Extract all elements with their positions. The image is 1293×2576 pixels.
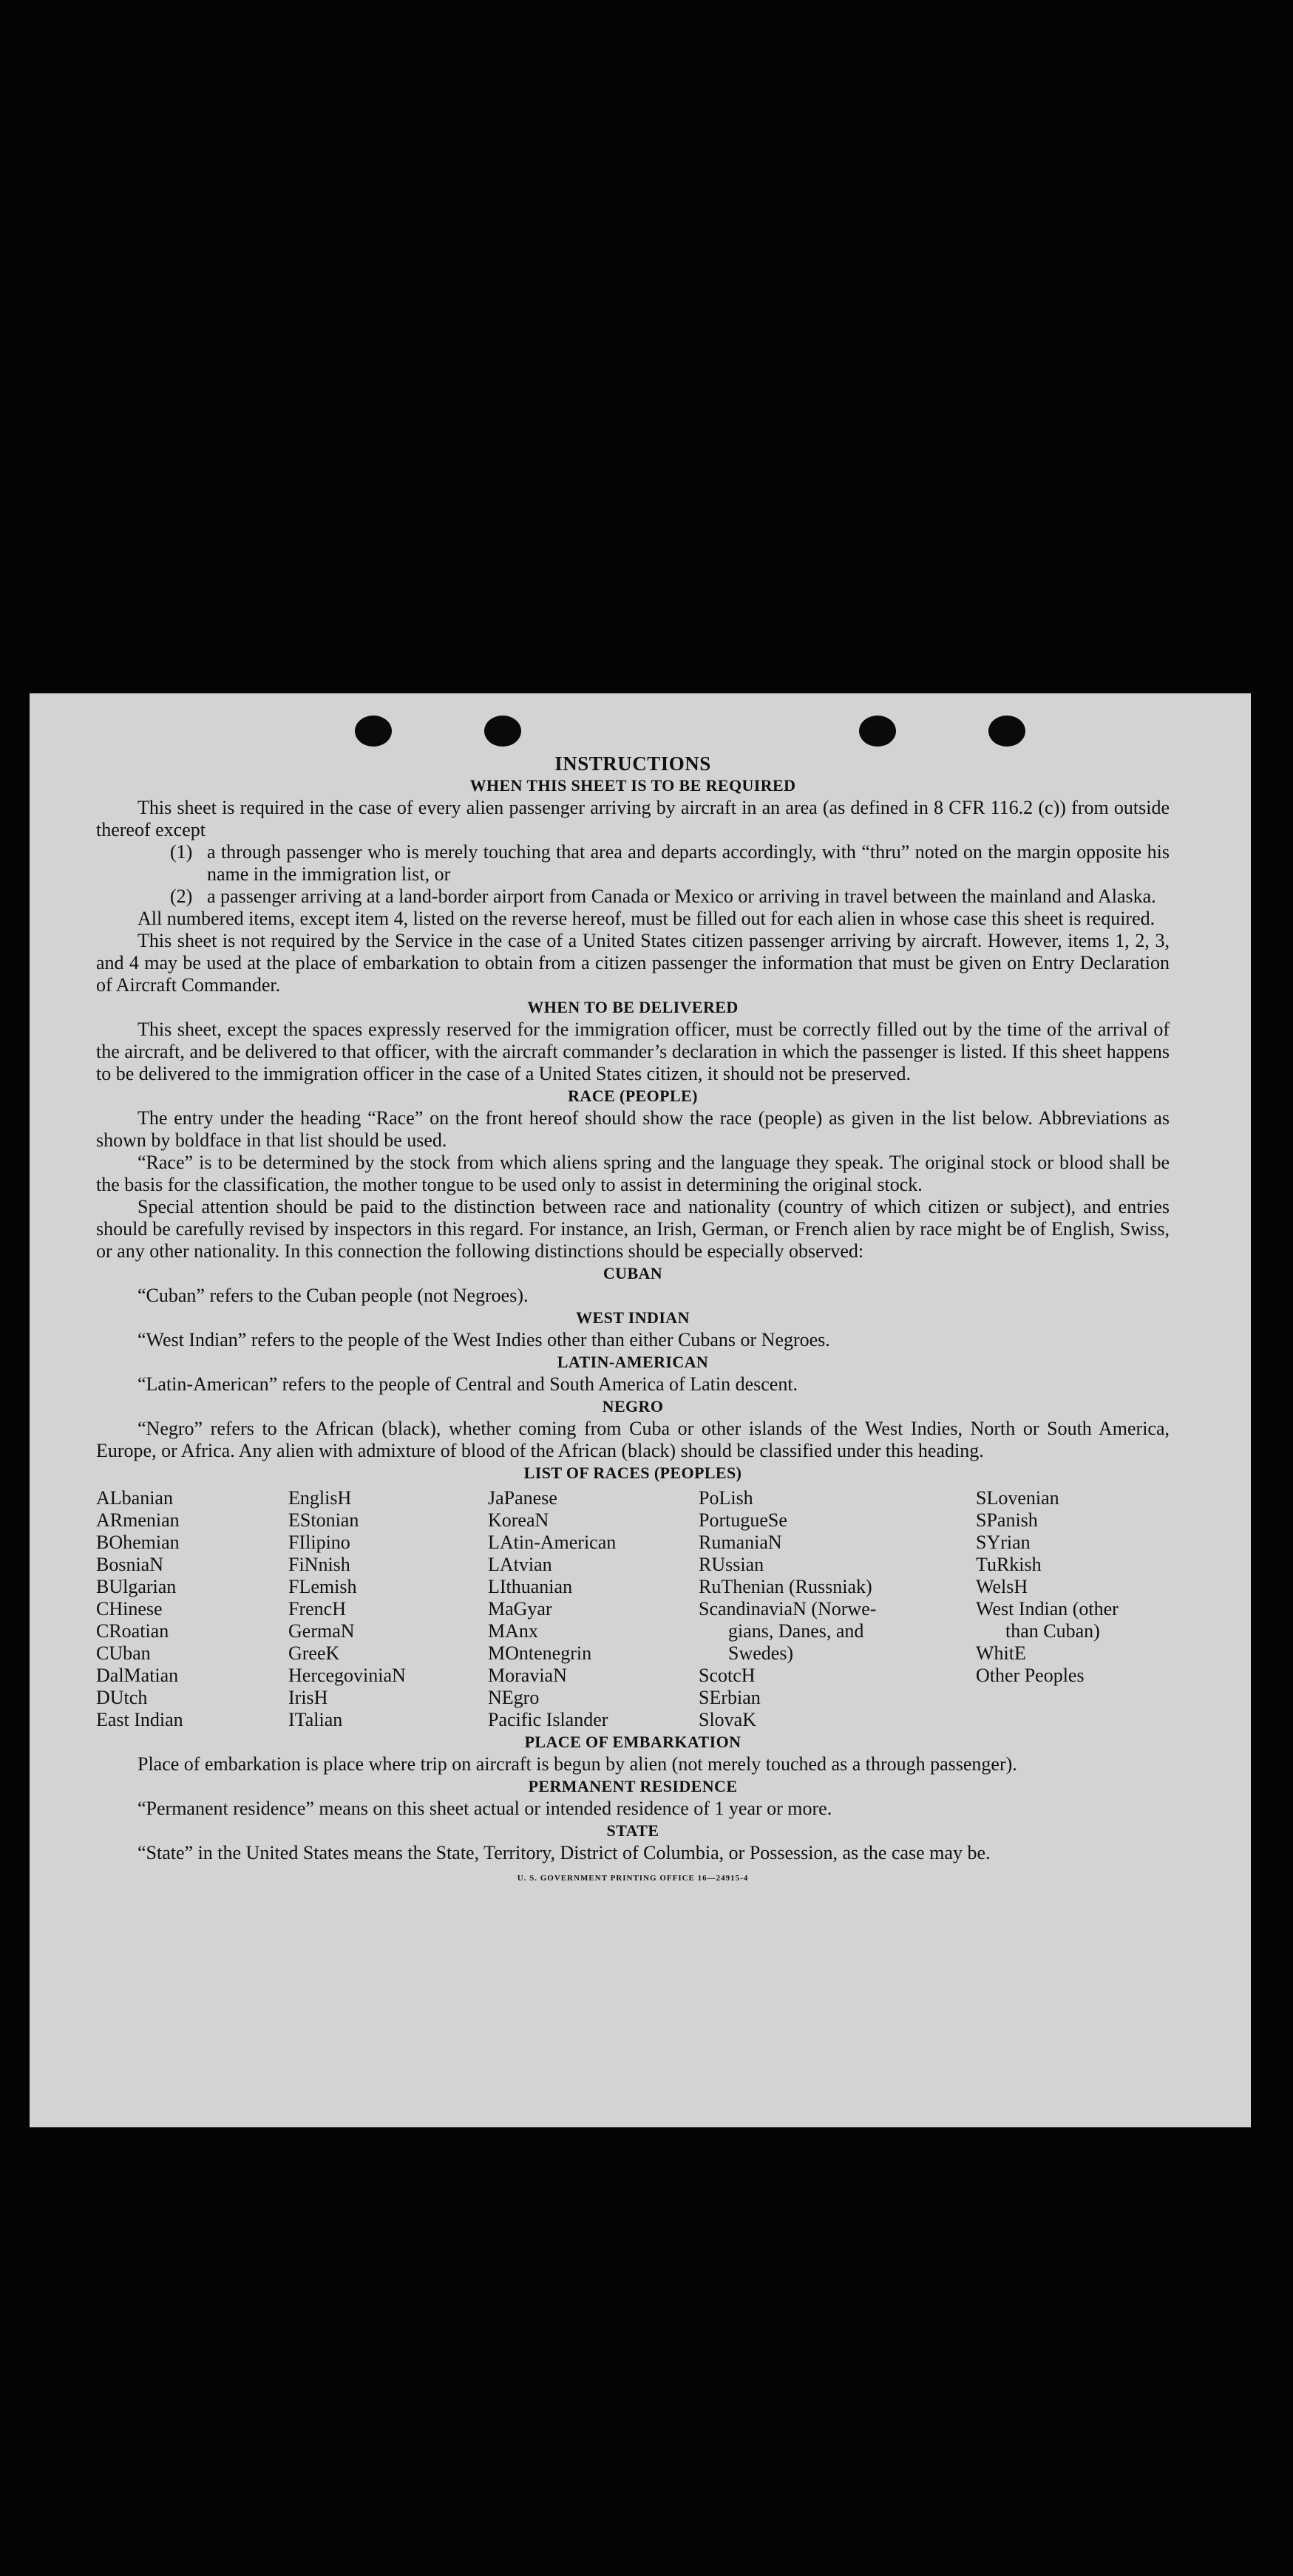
section-heading-when-delivered: WHEN TO BE DELIVERED: [527, 998, 739, 1016]
race-entry: MAnx: [488, 1620, 538, 1642]
races-column: [488, 1487, 699, 1731]
race-entry: ScotcH: [699, 1665, 756, 1686]
race-entry: Pacific Islander: [488, 1709, 608, 1730]
binder-hole: [484, 716, 521, 747]
races-column: [699, 1487, 976, 1731]
paragraph-cuban: “Cuban” refers to the Cuban people (not Negroes).: [138, 1285, 529, 1306]
paragraph-numbered-items: All numbered items, except item 4, listed on the reverse hereof, must be filled out for each alien in whose case this sheet is required.: [138, 908, 1155, 929]
race-entry: ARmenian: [96, 1509, 180, 1531]
page-title: INSTRUCTIONS: [554, 752, 711, 775]
race-entry: FrencH: [288, 1598, 346, 1620]
paragraph-state: “State” in the United States means the State, Territory, District of Columbia, or Possession, as the case may be.: [138, 1842, 991, 1863]
race-entry: SLovenian: [976, 1487, 1059, 1509]
binder-hole: [988, 716, 1025, 747]
race-entry: MoraviaN: [488, 1665, 567, 1686]
race-entry: DUtch: [96, 1687, 148, 1708]
race-entry: EnglisH: [288, 1487, 352, 1509]
race-entry: TuRkish: [976, 1554, 1042, 1575]
race-entry: Swedes): [728, 1642, 794, 1664]
race-entry: IrisH: [288, 1687, 328, 1708]
race-entry: LAtin-American: [488, 1532, 617, 1553]
race-entry: NEgro: [488, 1687, 540, 1708]
races-column: [976, 1487, 1168, 1731]
paragraph-west-indian: “West Indian” refers to the people of the West Indies other than either Cubans or Negroes.: [138, 1329, 830, 1350]
section-heading-embarkation: PLACE OF EMBARKATION: [524, 1733, 741, 1751]
race-entry: ALbanian: [96, 1487, 173, 1509]
paragraph-race-entry: The entry under the heading “Race” on the front hereof should show the race (people) as given in the list below. Abbreviations as shown by boldface in that list should be used.: [96, 1107, 1170, 1151]
race-entry: GreeK: [288, 1642, 340, 1664]
race-entry: FLemish: [288, 1576, 357, 1597]
binder-hole: [859, 716, 896, 747]
paragraph-embarkation: Place of embarkation is place where trip on aircraft is begun by alien (not merely touched as a through passenger).: [138, 1753, 1017, 1775]
races-column: [96, 1487, 288, 1731]
races-list: [96, 1487, 1170, 1731]
race-entry: SPanish: [976, 1509, 1038, 1531]
item-number: (1): [170, 841, 193, 863]
race-entry: JaPanese: [488, 1487, 557, 1509]
race-entry: gians, Danes, and: [728, 1620, 864, 1642]
binder-hole: [355, 716, 392, 747]
section-heading-negro: NEGRO: [602, 1397, 664, 1416]
race-entry: CHinese: [96, 1598, 163, 1620]
list-item: [96, 841, 1170, 886]
race-entry: RumaniaN: [699, 1532, 782, 1553]
race-entry: HercegoviniaN: [288, 1665, 406, 1686]
race-entry: ScandinaviaN (Norwe-: [699, 1598, 877, 1620]
race-entry: CRoatian: [96, 1620, 169, 1642]
race-entry: RUssian: [699, 1554, 764, 1575]
race-entry: PoLish: [699, 1487, 753, 1509]
race-entry: SlovaK: [699, 1709, 756, 1730]
race-entry: ITalian: [288, 1709, 343, 1730]
paragraph-delivery: This sheet, except the spaces expressly reserved for the immigration officer, must be correctly filled out by the time of the arrival of the aircraft, and be delivered to that officer, with the aircraft commander’s declaration in which the passenger is listed. If this sheet happens to be delivered to the immigration officer in the case of a United States citizen, it should not be preserved.: [96, 1019, 1170, 1084]
races-column: [288, 1487, 488, 1731]
race-entry: BOhemian: [96, 1532, 180, 1553]
paragraph-intro: This sheet is required in the case of every alien passenger arriving by aircraft in an area (as defined in 8 CFR 116.2 (c)) from outside thereof except: [96, 797, 1170, 840]
race-entry: FIlipino: [288, 1532, 350, 1553]
paragraph-race-distinction: Special attention should be paid to the distinction between race and nationality (country of which citizen or subject), and entries should be carefully revised by inspectors in this regard. For instance, an Irish, German, or French alien by race might be of English, Swiss, or any other nationality. In this connection the following distinctions should be especially observed:: [96, 1196, 1170, 1262]
item-number: (2): [170, 886, 193, 907]
item-text: a passenger arriving at a land-border airport from Canada or Mexico or arriving in travel between the mainland and Alaska.: [207, 886, 1156, 907]
race-entry: East Indian: [96, 1709, 183, 1730]
race-entry: LIthuanian: [488, 1576, 573, 1597]
race-entry: WhitE: [976, 1642, 1026, 1664]
race-entry: BosniaN: [96, 1554, 163, 1575]
section-heading-races-list: LIST OF RACES (PEOPLES): [523, 1464, 742, 1482]
printer-line: U. S. GOVERNMENT PRINTING OFFICE 16—24915-4: [517, 1874, 749, 1883]
race-entry: LAtvian: [488, 1554, 552, 1575]
paragraph-residence: “Permanent residence” means on this sheet actual or intended residence of 1 year or more.: [138, 1798, 832, 1819]
paragraph-citizen: This sheet is not required by the Service in the case of a United States citizen passenger arriving by aircraft. However, items 1, 2, 3, and 4 may be used at the place of embarkation to obtain from a citizen passenger the information that must be given on Entry Declaration of Aircraft Commander.: [96, 930, 1170, 996]
race-entry: PortugueSe: [699, 1509, 787, 1531]
race-entry: West Indian (other: [976, 1598, 1119, 1620]
race-entry: KoreaN: [488, 1509, 549, 1531]
race-entry: SYrian: [976, 1532, 1031, 1553]
section-heading-residence: PERMANENT RESIDENCE: [528, 1777, 738, 1795]
race-entry: than Cuban): [1005, 1620, 1100, 1642]
section-heading-state: STATE: [606, 1821, 659, 1840]
race-entry: GermaN: [288, 1620, 355, 1642]
race-entry: CUban: [96, 1642, 151, 1664]
race-entry: MaGyar: [488, 1598, 552, 1620]
section-heading-when-required: WHEN THIS SHEET IS TO BE REQUIRED: [469, 776, 796, 795]
paragraph-latin-american: “Latin-American” refers to the people of Central and South America of Latin descent.: [138, 1373, 798, 1395]
race-entry: WelsH: [976, 1576, 1028, 1597]
race-entry: Other Peoples: [976, 1665, 1085, 1686]
race-entry: MOntenegrin: [488, 1642, 592, 1664]
race-entry: EStonian: [288, 1509, 359, 1531]
race-entry: DalMatian: [96, 1665, 179, 1686]
section-heading-cuban: CUBAN: [603, 1264, 663, 1282]
section-heading-latin-american: LATIN-AMERICAN: [557, 1353, 709, 1371]
paragraph-negro: “Negro” refers to the African (black), whether coming from Cuba or other islands of the West Indies, North or South America, Europe, or Africa. Any alien with admixture of blood of the African (black) should be classified under this heading.: [96, 1418, 1170, 1461]
section-heading-west-indian: WEST INDIAN: [576, 1308, 690, 1327]
item-text: a through passenger who is merely touching that area and departs accordingly, with “thru” noted on the margin opposite his name in the immigration list, or: [207, 841, 1170, 885]
race-entry: BUlgarian: [96, 1576, 177, 1597]
race-entry: FiNnish: [288, 1554, 350, 1575]
race-entry: SErbian: [699, 1687, 761, 1708]
race-entry: RuThenian (Russniak): [699, 1576, 872, 1597]
instruction-sheet: [30, 693, 1251, 2127]
paragraph-race-stock: “Race” is to be determined by the stock from which aliens spring and the language they speak. The original stock or blood shall be the basis for the classification, the mother tongue to be used only to assist in determining the original stock.: [96, 1152, 1170, 1195]
section-heading-race: RACE (PEOPLE): [568, 1087, 698, 1105]
list-item: [96, 886, 1170, 908]
